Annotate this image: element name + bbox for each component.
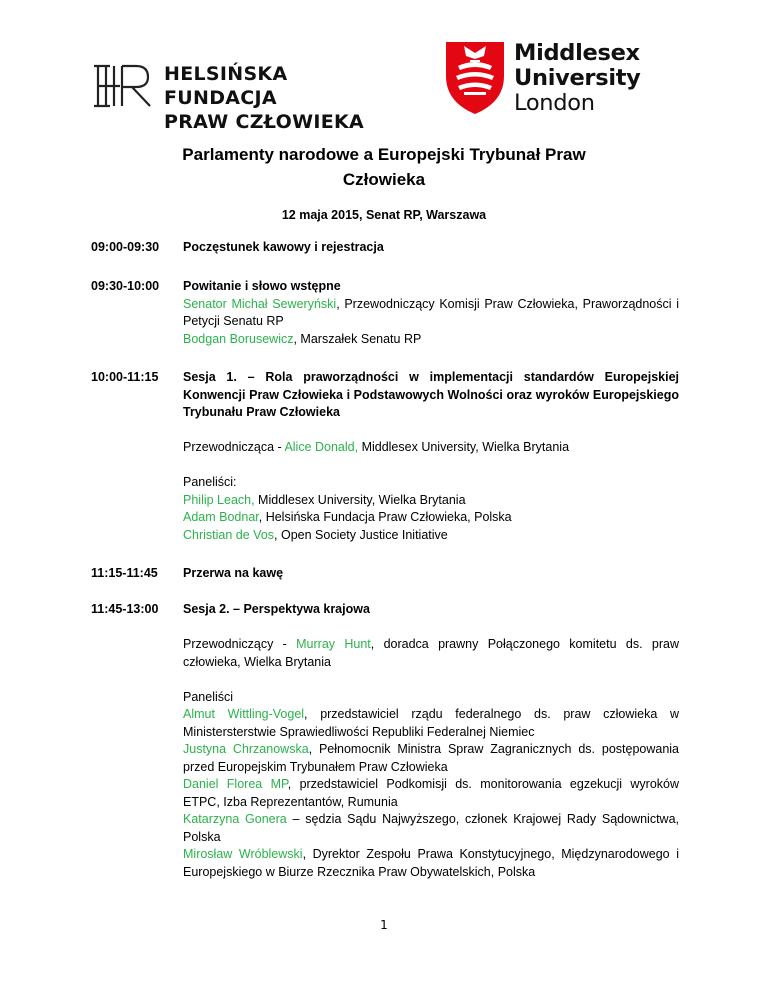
mdx-line3: London — [514, 90, 595, 116]
speaker-entry — [183, 846, 679, 881]
speaker-entry — [183, 331, 679, 349]
agenda-time: 11:15-11:45 — [91, 566, 158, 580]
agenda-time: 09:00-09:30 — [91, 240, 160, 254]
speaker-role: – sędzia Sądu Najwyższego, członek Krajowej Rady Sądownictwa, Polska — [183, 812, 679, 844]
mdx-line2: University — [514, 65, 641, 91]
event-date: 12 maja 2015, Senat RP, Warszawa — [281, 208, 487, 222]
speaker-entry — [183, 509, 679, 527]
hf-wordmark — [164, 62, 402, 134]
speaker-name: Daniel Florea MP — [183, 777, 288, 791]
mdx-line1: Middlesex — [514, 40, 640, 66]
agenda-time: 10:00-11:15 — [91, 370, 159, 384]
speaker-role: , przedstawiciel rządu federalnego ds. praw człowieka w Ministersterstwie Sprawiedliwości Republiki Federalnej Niemiec — [183, 707, 679, 739]
speaker-name: Justyna Chrzanowska — [183, 742, 309, 756]
speaker-entry — [183, 296, 679, 331]
speaker-role: , przedstawiciel Podkomisji ds. monitorowania egzekucji wyroków ETPC, Izba Reprezentantów, Rumunia — [183, 777, 680, 809]
panel-label: Paneliści — [183, 689, 234, 704]
agenda-title: Sesja 2. – Perspektywa krajowa — [183, 602, 370, 616]
chair-role: Middlesex University, Wielka Brytania — [358, 440, 570, 454]
chair-entry — [183, 439, 679, 457]
speaker-role: , Helsińska Fundacja Praw Człowieka, Polska — [258, 510, 512, 524]
speaker-name: Philip Leach, — [183, 492, 255, 507]
speaker-name: Adam Bodnar — [183, 510, 259, 524]
speaker-role: , Przewodniczący Komisji Praw Człowieka, Praworządności i Petycji Senatu RP — [183, 296, 679, 328]
speaker-role: Middlesex University, Wielka Brytania — [254, 492, 466, 507]
title-line1: Parlamenty narodowe a Europejski Trybunał Praw — [182, 145, 586, 164]
title-line2: Człowieka — [342, 170, 426, 189]
speaker-name: Katarzyna Gonera — [183, 812, 287, 826]
chair-name: Alice Donald, — [284, 440, 359, 454]
speaker-entry — [183, 811, 679, 846]
agenda-title: Poczęstunek kawowy i rejestracja — [183, 240, 384, 254]
speaker-name: Almut Wittling-Vogel — [183, 707, 305, 721]
chair-entry — [183, 636, 679, 671]
agenda-title: Sesja 1. – Rola praworządności w implementacji standardów Europejskiej Konwencji Praw Człowieka i Podstawowych Wolności oraz wyroków Europejskiego Trybunału Praw Człowieka — [183, 370, 679, 419]
hf-line1: HELSIŃSKA FUNDACJA — [164, 63, 288, 109]
hf-line2: PRAW CZŁOWIEKA — [164, 111, 365, 133]
speaker-name: Christian de Vos — [183, 527, 275, 542]
hf-monogram-icon — [92, 62, 156, 110]
speaker-name: Senator Michał Seweryński — [183, 296, 337, 311]
speaker-role: , Dyrektor Zespołu Prawa Konstytucyjnego, Międzynarodowego i Europejskiego w Biurze Rzecznika Praw Obywatelskich, Polska — [183, 847, 679, 879]
document-title — [150, 142, 618, 192]
mdx-wordmark — [514, 41, 641, 116]
agenda-time: 09:30-10:00 — [91, 279, 160, 293]
chair-prefix: Przewodnicząca - — [183, 440, 285, 454]
speaker-name: Bodgan Borusewicz — [183, 331, 294, 346]
speaker-entry — [183, 492, 679, 510]
agenda-title: Powitanie i słowo wstępne — [183, 279, 341, 293]
chair-prefix: Przewodniczący - — [183, 637, 297, 651]
agenda-title: Przerwa na kawę — [183, 566, 284, 580]
chair-role: , doradca prawny Połączonego komitetu ds. praw człowieka, Wielka Brytania — [183, 637, 679, 669]
speaker-entry — [183, 527, 679, 545]
panel-label: Paneliści: — [183, 475, 237, 489]
speaker-role: , Marszałek Senatu RP — [293, 331, 422, 346]
chair-name: Murray Hunt — [296, 637, 371, 651]
speaker-name: Mirosław Wróblewski — [183, 847, 303, 861]
speaker-entry — [183, 776, 679, 811]
middlesex-shield-icon — [444, 40, 506, 116]
middlesex-university-logo — [444, 40, 664, 120]
agenda-time: 11:45-13:00 — [91, 602, 159, 616]
speaker-entry — [183, 706, 679, 741]
speaker-role: , Pełnomocnik Ministra Spraw Zagranicznych ds. postępowania przed Europejskim Trybunałem Praw Człowieka — [183, 742, 680, 774]
speaker-entry — [183, 741, 679, 776]
page-number: 1 — [380, 918, 388, 932]
helsinki-foundation-logo — [92, 60, 402, 133]
speaker-role: , Open Society Justice Initiative — [274, 527, 448, 542]
